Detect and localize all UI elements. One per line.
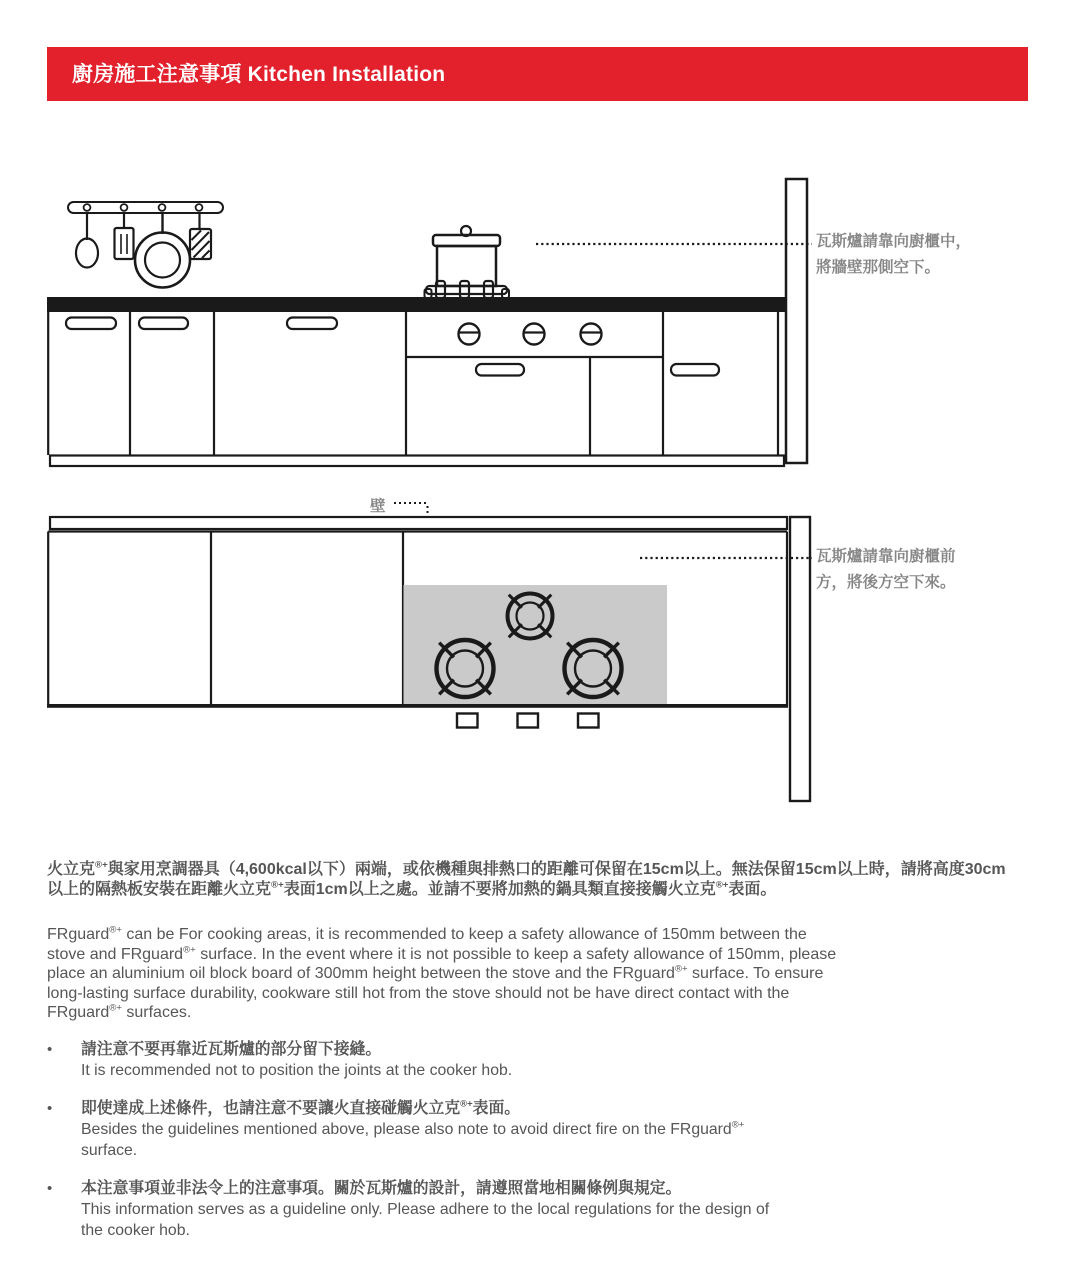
wall-plan-vertical (790, 517, 810, 801)
diagram-side-view (47, 170, 815, 470)
bullet-icon: • (47, 1100, 53, 1117)
bullet-icon: • (47, 1180, 53, 1197)
paragraph-zh: 火立克®+與家用烹調器具（4,600kcal以下）兩端，或依機種與排熱口的距離可保留在15cm以上。無法保留15cm以上時，請將高度30cm以上的隔熱板安裝在距離火立克®+表面1cm以上之處。並請不要將加熱的鍋具類直接接觸火立克®+表面。 (47, 859, 1006, 898)
hob-control-icon (578, 714, 599, 728)
paragraph-en: FRguard®+ can be For cooking areas, it is recommended to keep a safety allowance of 150mm between the stove and FRguard®+ surface. In the event where it is not possible to keep a safety allowance of 150mm, please place an aluminium oil block board of 300mm height between the stove and the FRguard®+ surface. To ensure long-lasting surface durability, cookware still hot from the stove should not be have direct contact with the FRguard®+ surfaces. (47, 924, 837, 1022)
stove-knob-icon (581, 324, 602, 345)
countertop (47, 297, 786, 312)
note-en: It is recommended not to position the joints at the cooker hob. (81, 1062, 513, 1079)
annotation-line: 瓦斯爐請靠向廚櫃前 (816, 548, 956, 565)
pot-icon (425, 226, 510, 298)
spatula-icon (115, 214, 134, 260)
note-zh: 即使達成上述條件，也請注意不要讓火直接碰觸火立克®+表面。 (81, 1098, 521, 1117)
cabinet-handle (139, 318, 188, 330)
diagram-top-view (47, 480, 815, 820)
stove-knob-icon (459, 324, 480, 345)
annotation-line: 瓦斯爐請靠向廚櫃中， (816, 233, 972, 250)
utensil-rack-icon (68, 202, 223, 213)
cutting-board-icon (190, 214, 211, 260)
note-zh: 本注意事項並非法令上的注意事項。關於瓦斯爐的設計，請遵照當地相關條例與規定。 (81, 1180, 682, 1197)
cabinet-handle (287, 318, 337, 330)
wall-side (786, 179, 807, 463)
bullet-icon: • (47, 1041, 53, 1058)
header-bar (47, 47, 1028, 101)
annotation-line: 將牆壁那側空下。 (816, 259, 941, 276)
list-item (47, 1098, 807, 1161)
stove-knobs (459, 324, 602, 345)
annotation-line: 方，將後方空下來。 (816, 574, 956, 591)
cabinet-handle (66, 318, 116, 330)
side-view-annotation (816, 229, 971, 281)
notes-list (47, 1039, 807, 1258)
hob-control-icon (518, 714, 539, 728)
side-view-drawing (47, 170, 815, 470)
note-zh: 請注意不要再靠近瓦斯爐的部分留下接縫。 (81, 1041, 382, 1058)
stove-knob-icon (524, 324, 545, 345)
ladle-icon (76, 214, 98, 268)
list-item (47, 1039, 807, 1081)
page-title: 廚房施工注意事項 Kitchen Installation (72, 63, 446, 86)
kick-plate (50, 456, 784, 467)
cabinet-handle (671, 364, 719, 376)
base-cabinets (48, 312, 784, 466)
list-item (47, 1178, 807, 1241)
note-en: This information serves as a guideline only. Please adhere to the local regulations for the design of the cooker hob. (81, 1201, 770, 1239)
frying-pan-icon (135, 214, 190, 288)
top-view-drawing (47, 480, 815, 820)
top-view-annotation (816, 544, 956, 596)
wall-label: 壁 (370, 498, 386, 515)
wall-plan-horizontal (50, 517, 787, 529)
note-en: Besides the guidelines mentioned above, please also note to avoid direct fire on the FRguard®+ surface. (81, 1119, 745, 1159)
drawer-handle (476, 364, 524, 376)
hob-control-icon (457, 714, 478, 728)
